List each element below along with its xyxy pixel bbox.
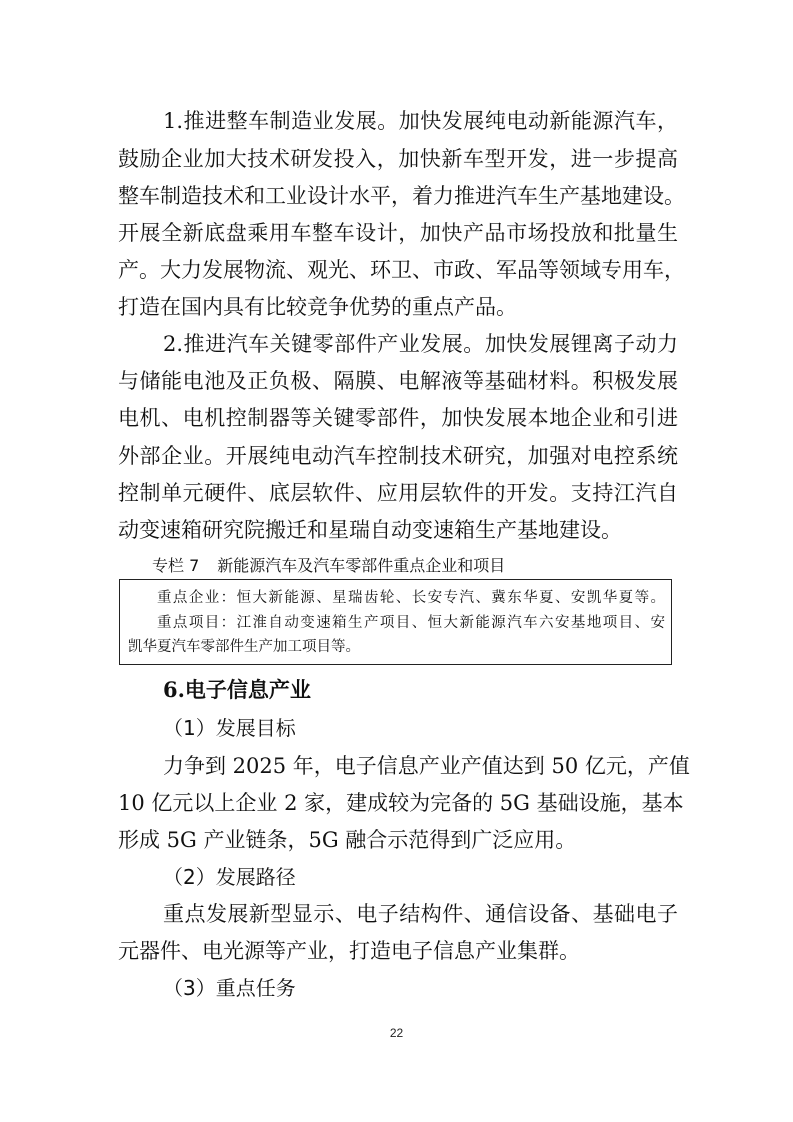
task-subheading: （3）重点任务	[163, 976, 296, 1000]
page-number: 22	[389, 1026, 404, 1040]
path-line-1: 重点发展新型显示、电子结构件、通信设备、基础电子	[163, 902, 678, 926]
goal-subheading: （1）发展目标	[163, 716, 296, 740]
para1-line-5: 产。大力发展物流、观光、环卫、市政、军品等领域专用车，	[118, 258, 685, 282]
para2-line-4: 外部企业。开展纯电动汽车控制技术研究，加强对电控系统	[118, 444, 678, 468]
para1-line-6: 打造在国内具有比较竞争优势的重点产品。	[118, 295, 517, 319]
para1-line-1: 1.推进整车制造业发展。加快发展纯电动新能源汽车，	[163, 109, 678, 133]
info-box	[119, 579, 672, 665]
path-subheading: （2）发展路径	[163, 865, 296, 889]
box-line-key-companies: 重点企业：恒大新能源、星瑞齿轮、长安专汽、冀东华夏、安凯华夏等。	[157, 590, 665, 606]
para2-line-1: 2.推进汽车关键零部件产业发展。加快发展锂离子动力	[163, 332, 678, 356]
goal-line-2: 10 亿元以上企业 2 家，建成较为完备的 5G 基础设施，基本	[118, 791, 684, 815]
para1-line-2: 鼓励企业加大技术研发投入，加快新车型开发，进一步提高	[118, 147, 678, 171]
para2-line-5: 控制单元硬件、底层软件、应用层软件的开发。支持江汽自	[118, 481, 678, 505]
box-title	[152, 555, 505, 577]
para2-line-3: 电机、电机控制器等关键零部件，加快发展本地企业和引进	[118, 406, 678, 430]
para2-line-2: 与储能电池及正负极、隔膜、电解液等基础材料。积极发展	[118, 369, 678, 393]
box-label: 专栏 7	[152, 556, 200, 575]
para2-line-6: 动变速箱研究院搬迁和星瑞自动变速箱生产基地建设。	[118, 518, 622, 542]
path-line-2: 元器件、电光源等产业，打造电子信息产业集群。	[118, 939, 580, 963]
box-line-key-projects-cont: 凯华夏汽车零部件生产加工项目等。	[128, 639, 360, 655]
goal-line-3: 形成 5G 产业链条，5G 融合示范得到广泛应用。	[118, 828, 577, 852]
box-heading: 新能源汽车及汽车零部件重点企业和项目	[217, 556, 506, 575]
para1-line-3: 整车制造技术和工业设计水平，着力推进汽车生产基地建设。	[118, 184, 685, 208]
goal-line-1: 力争到 2025 年，电子信息产业产值达到 50 亿元，产值	[163, 754, 690, 778]
section-heading: 6.电子信息产业	[163, 677, 311, 702]
box-line-key-projects: 重点项目：江淮自动变速箱生产项目、恒大新能源汽车六安基地项目、安	[157, 615, 665, 631]
para1-line-4: 开展全新底盘乘用车整车设计，加快产品市场投放和批量生	[118, 221, 678, 245]
